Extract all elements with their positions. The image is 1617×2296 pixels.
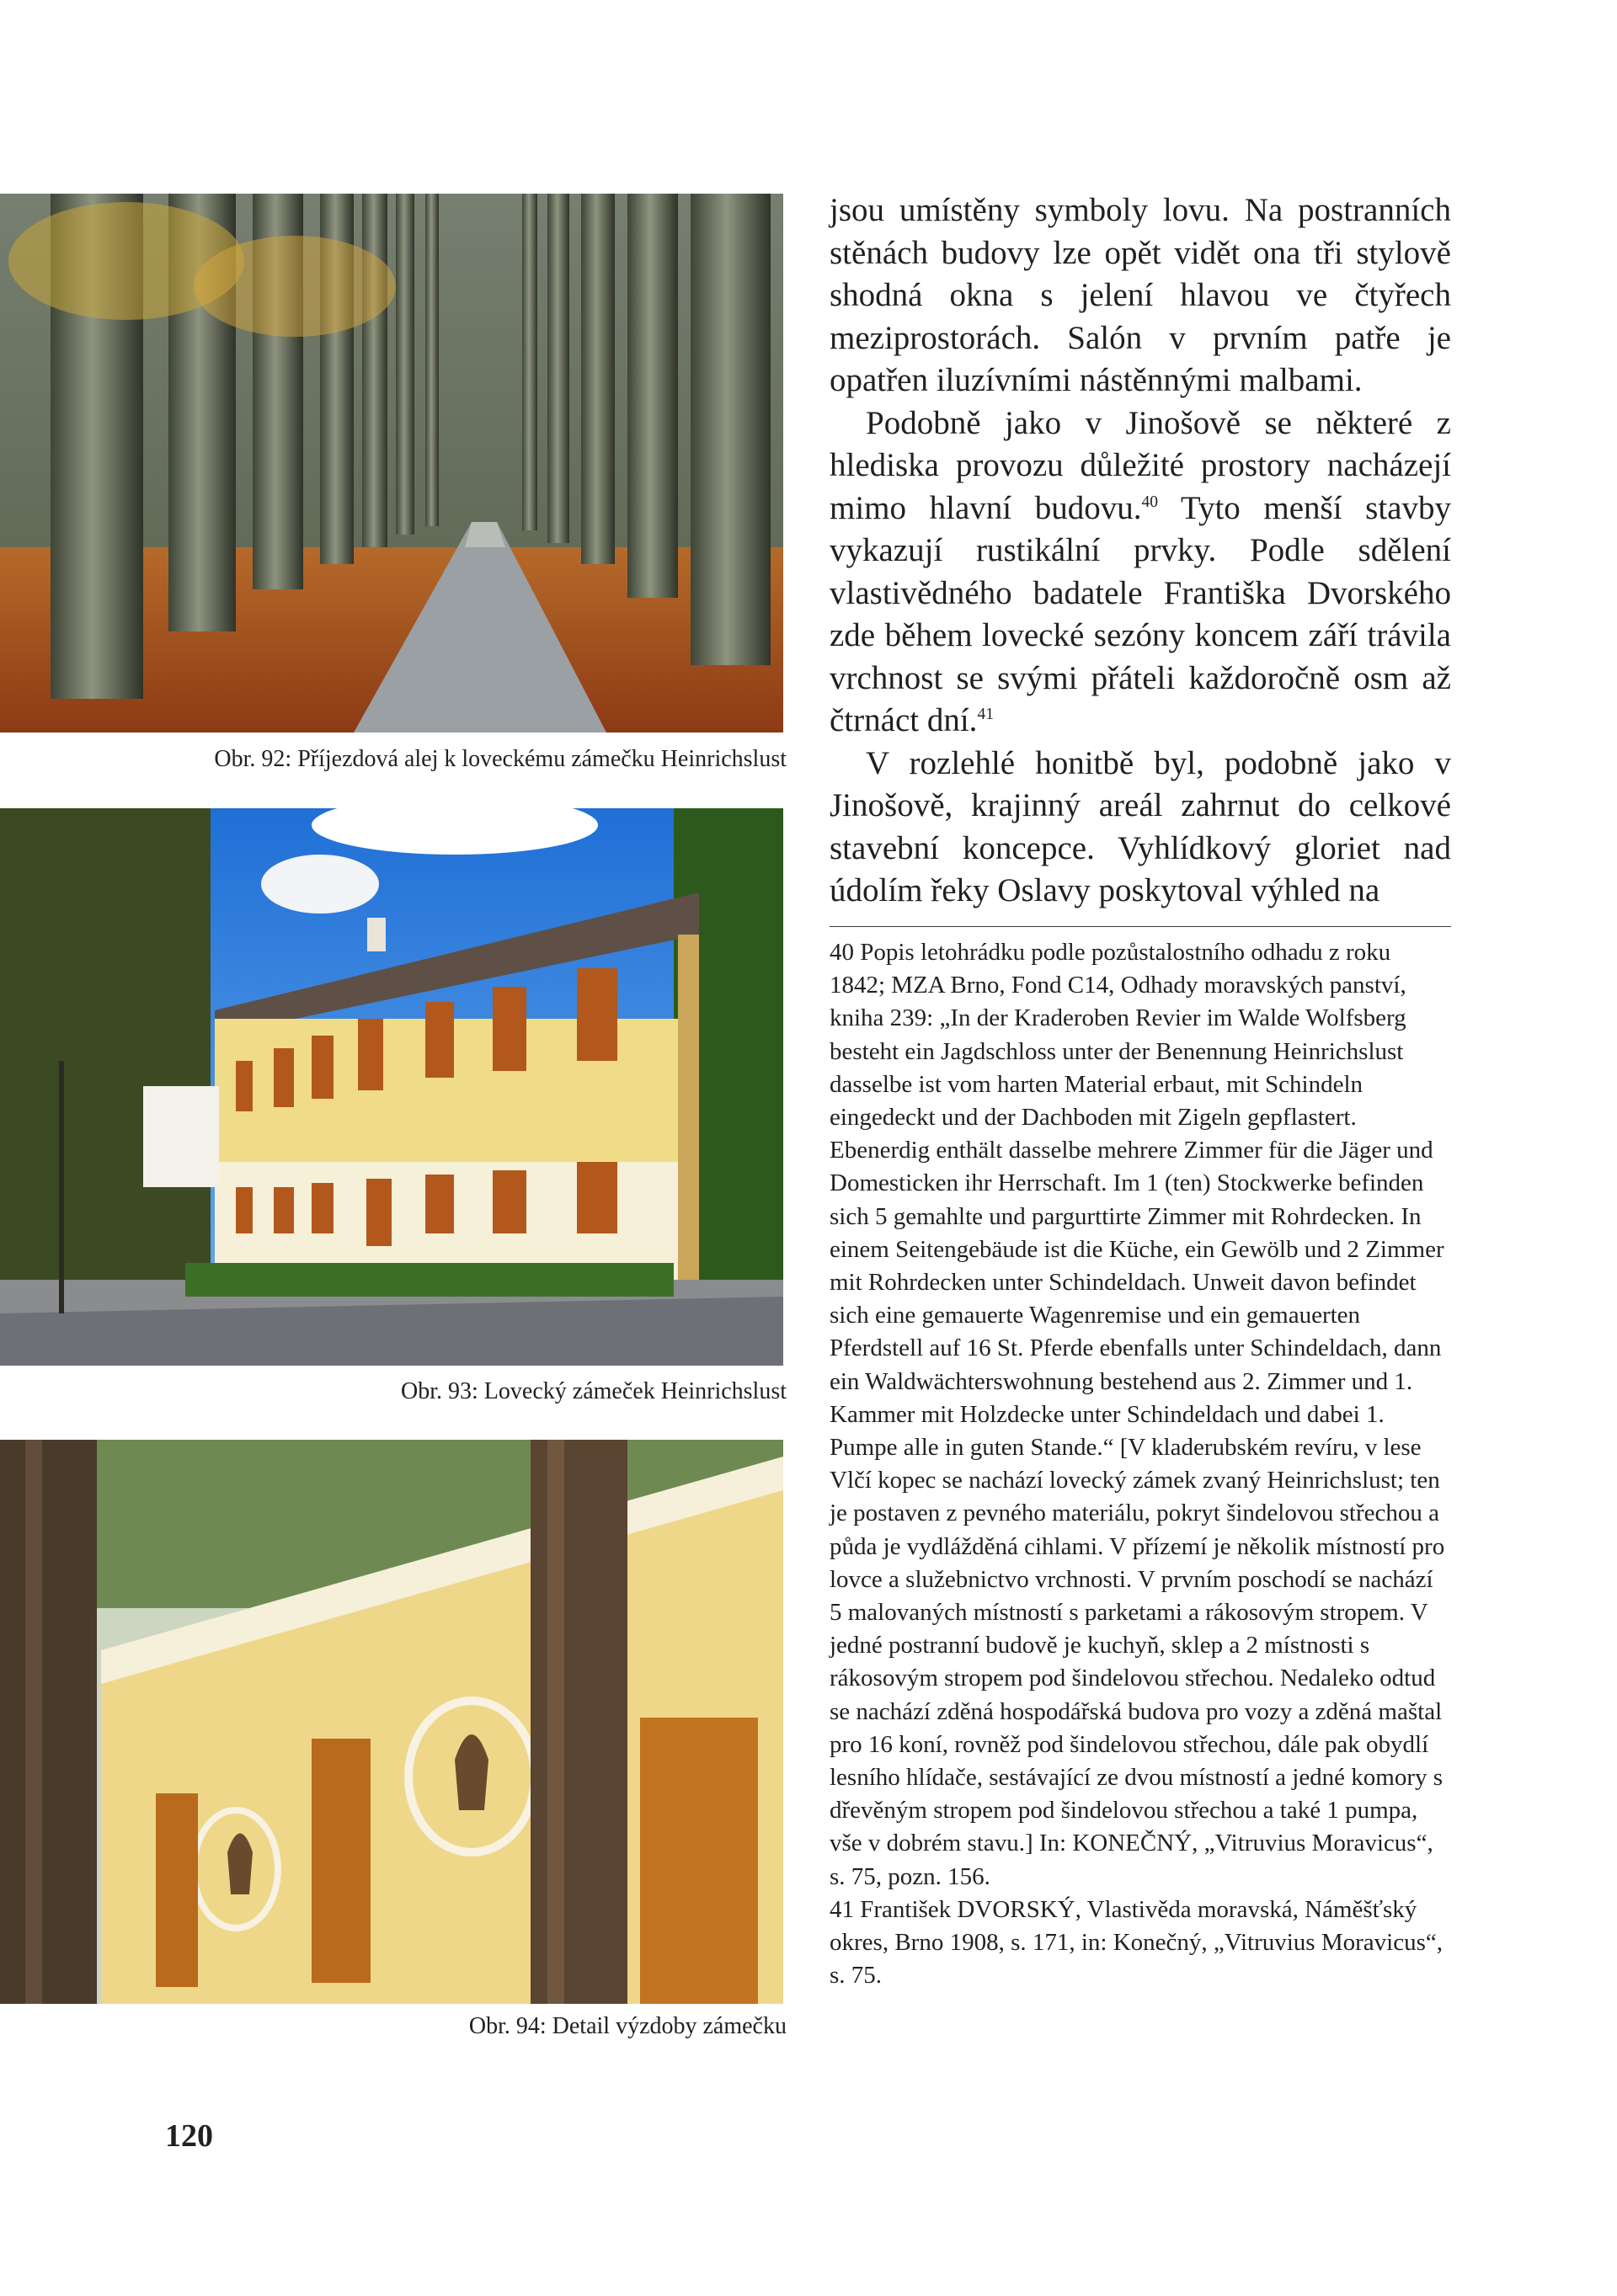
footnote-ref-40: 40 bbox=[1141, 493, 1158, 511]
footnote-40: 40 Popis letohrádku podle pozůstalostního odhadu z roku 1842; MZA Brno, Fond C14, Odhady moravských panství, kniha 239: „In der Kraderoben Revier im Walde Wolfsberg besteht ein Jagdschloss unter der Benennung Heinrichslust dasselbe ist vom harten Material erbaut, mit Schindeln eingedeckt und der Dachboden mit Zigeln gepflastert. Ebenerdig enthält dasselbe mehrere Zimmer für die Jäger und Domesticken ihr Herrschaft. Im 1 (ten) Stockwerke befinden sich 5 gemahlte und pargurttirte Zimmer mit Rohrdecken. In einem Seitengebäude ist die Küche, ein Gewölb und 2 Zimmer mit Rohrdecken unter Schindeldach. Unweit davon befindet sich eine gemauerte Wagenremise und ein gemauerten Pferdstell auf 16 St. Pferde ebenfalls unter Schindeldach, dann ein Waldwächterswohnung bestehend aus 2. Zimmer und 1. Kammer mit Holzdecke unter Schindeldach und dabei 1. Pumpe alle in guten Stande.“ [V kladerubském revíru, v lese Vlčí kopec se nachází lovecký zámek zvaný Heinrichslust; ten je postaven z pevného materiálu, pokryt šindelovou střechou a půda je vydlážděná cihlami. V přízemí je několik místností pro lovce a služebnictvo vrchnosti. V prvním poschodí se nachází 5 malovaných místností s parketami a rákosovým stropem. V jedné postranní budově je kuchyň, sklep a 2 místnosti s rákosovým stropem pod šindelovou střechou. Nedaleko odtud se nachází zděná hospodářská budova pro vozy a zděná maštal pro 16 koní, rovněž pod šindelovou střechou, dále pak obydlí lesního hlídače, sestávající ze dvou místností a jedné komory s dřevěným stropem pod šindelovou střechou a také 1 pumpa, vše v dobrém stavu.] In: KONEČNÝ, „Vitruvius Moravicus“, s. 75, pozn. 156. bbox=[830, 939, 1445, 1890]
paragraph-2 bbox=[830, 402, 1451, 743]
footnote-41: 41 František DVORSKÝ, Vlastivěda moravská, Náměšťský okres, Brno 1908, s. 171, in: Konečný, „Vitruvius Moravicus“, s. 75. bbox=[830, 1895, 1443, 1990]
footnotes bbox=[830, 936, 1451, 1993]
figure-92-avenue-photo bbox=[0, 194, 783, 732]
figure-93-caption: Obr. 93: Lovecký zámeček Heinrichslust bbox=[401, 1378, 787, 1404]
figure-92-caption: Obr. 92: Příjezdová alej k loveckému zámečku Heinrichslust bbox=[214, 746, 787, 772]
figure-94-caption: Obr. 94: Detail výzdoby zámečku bbox=[468, 2013, 787, 2039]
body-text bbox=[830, 189, 1451, 913]
figure-94-detail-photo bbox=[0, 1440, 783, 2004]
figure-93-lodge-photo bbox=[0, 808, 783, 1366]
paragraph-2-part-b: Tyto menší stavby vykazují rustikální prvky. Podle sdělení vlastivědného badatele Františka Dvorského zde během lovecké sezóny koncem září trávila vrchnost se svými přáteli každoročně osm až čtrnáct dní. bbox=[830, 489, 1451, 738]
footnote-ref-41: 41 bbox=[977, 706, 994, 723]
paragraph-3: V rozlehlé honitbě byl, podobně jako v Jinošově, krajinný areál zahrnut do celkové stavební koncepce. Vyhlídkový gloriet nad údolím řeky Oslavy poskytoval výhled na bbox=[830, 744, 1451, 908]
paragraph-1: jsou umístěny symboly lovu. Na postranních stěnách budovy lze opět vidět ona tři stylově shodná okna s jelení hlavou ve čtyřech meziprostorách. Salón v prvním patře je opatřen iluzívními nástěnnými malbami. bbox=[830, 192, 1451, 398]
footnote-separator bbox=[830, 926, 1451, 927]
paragraph-2-part-a: Podobně jako v Jinošově se některé z hlediska provozu důležité prostory nacházejí mimo hlavní budovu. bbox=[830, 404, 1451, 526]
page-number: 120 bbox=[165, 2118, 213, 2154]
